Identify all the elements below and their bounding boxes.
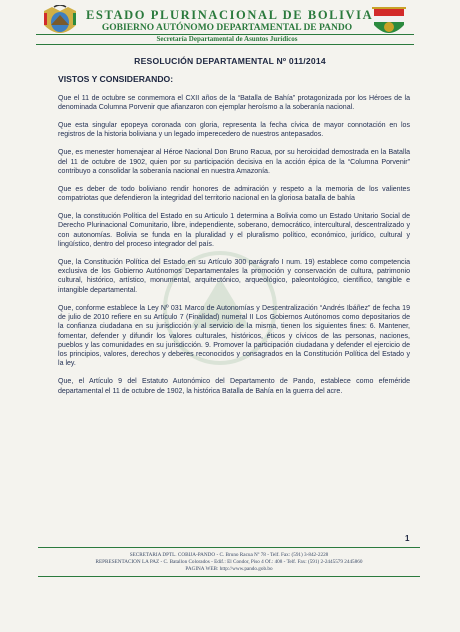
footer-divider-top <box>38 547 420 548</box>
page-number: 1 <box>405 534 410 543</box>
letterhead <box>0 0 460 52</box>
pando-coat-of-arms-icon <box>370 5 408 41</box>
paragraph: Que es deber de todo boliviano rendir honores de admiración y respeto a la memoria de los valientes compatriotas que defendieron la integridad del territorio nacional en la gloriosa batalla de bahía <box>58 185 410 203</box>
paragraph: Que, conforme establece la Ley Nº 031 Marco de Autonomías y Descentralización “Andrés Ibáñez” de fecha 19 de julio de 2010 refiere en su Artículo 7 (Finalidad) numeral II Los Gobiernos Autónomos como depositarios de la confianza ciudadana en su jurisdicción y al servicio de la misma, tienen los siguientes fines: 6. Mantener, fomentar, defender y difundir los valores culturales, históricos, éticos y cívicos de las personas, naciones, pueblos y las comunidades en su jurisdicción. 9. Promover la participación ciudadana y defender el ejercicio de los principios, valores, derechos y deberes reconocidos y consagrados en la Constitución Política del Estado y la ley. <box>58 304 410 368</box>
footer-address-la-paz: REPRESENTACION LA PAZ - C. Batallon Colorados - Edif.: El Condor, Piso 4 Of.: 408 - Telf. Fax: (591) 2-2445579 2445860 <box>95 559 363 565</box>
paragraph: Que, la constitución Política del Estado en su Articulo 1 determina a Bolivia como un Estado Unitario Social de Derecho Plurinacional Comunitario, libre, independiente, soberano, democrático, intercultural, descentralizado y con autonomías. Bolivia se funda en la pluralidad y el pluralismo político, económico, jurídico, cultural y lingüístico, dentro del proceso integrador del país. <box>58 213 410 248</box>
paragraph: Que, el Artículo 9 del Estatuto Autonómico del Departamento de Pando, establece como efeméride departamental el 11 de octubre de 1902, la histórica Batalla de Bahía en la guerra del acre. <box>58 378 410 395</box>
considerando-body <box>58 94 410 404</box>
paragraph: Que esta singular epopeya coronada con gloria, representa la fecha cívica de mayor connotación en los registros de la historia boliviana y un legado imperecedero de nuestros antepasados. <box>58 122 410 139</box>
footer <box>38 552 420 573</box>
paragraph: Que, la Constitución Política del Estado en su Artículo 300 parágrafo I num. 19) establece como competencia exclusiva de los Gobierno Autónomos Departamentales la promoción y conservación de cultura, patrimonio cultural, histórico, artístico, monumental, arquitectónico, arqueológico, paleontológico, científico, tangible e intangible departamental. <box>58 258 410 294</box>
paragraph: Que, es menester homenajear al Héroe Nacional Don Bruno Racua, por su heroicidad demostrada en la Batalla del 11 de octubre de 1902, quien por su participación decisiva en la acción épica de la “Columna Porvenir” contribuyo a consolidar la soberanía nacional en nuestra Amazonía. <box>58 149 410 175</box>
secretaria-label: Secretaría Departamental de Asuntos Jurídicos <box>156 35 298 43</box>
bolivia-coat-of-arms-icon <box>40 5 80 41</box>
footer-address-cobija: SECRETARIA DPTL. COBIJA-PANDO - C. Bruno Racua Nº 78 - Telf. Fax: (591) 3-842-2228 <box>129 552 329 558</box>
state-title: ESTADO PLURINACIONAL DE BOLIVIA <box>86 8 374 22</box>
government-subtitle: GOBIERNO AUTÓNOMO DEPARTAMENTAL DE PANDO <box>101 23 353 33</box>
header-divider-bottom <box>36 44 414 45</box>
section-heading: VISTOS Y CONSIDERANDO: <box>58 74 174 84</box>
footer-website: PAGINA WEB: http://www.pando.gob.bo <box>185 566 273 572</box>
resolution-title: RESOLUCIÓN DEPARTAMENTAL Nº 011/2014 <box>134 56 326 66</box>
footer-divider-bottom <box>38 576 420 577</box>
paragraph: Que el 11 de octubre se conmemora el CXII años de la “Batalla de Bahía” protagonizada por los Héroes de la denominada Columna Porvenir que afianzaron con ejemplar heroísmo a la soberanía nacional. <box>58 95 410 112</box>
